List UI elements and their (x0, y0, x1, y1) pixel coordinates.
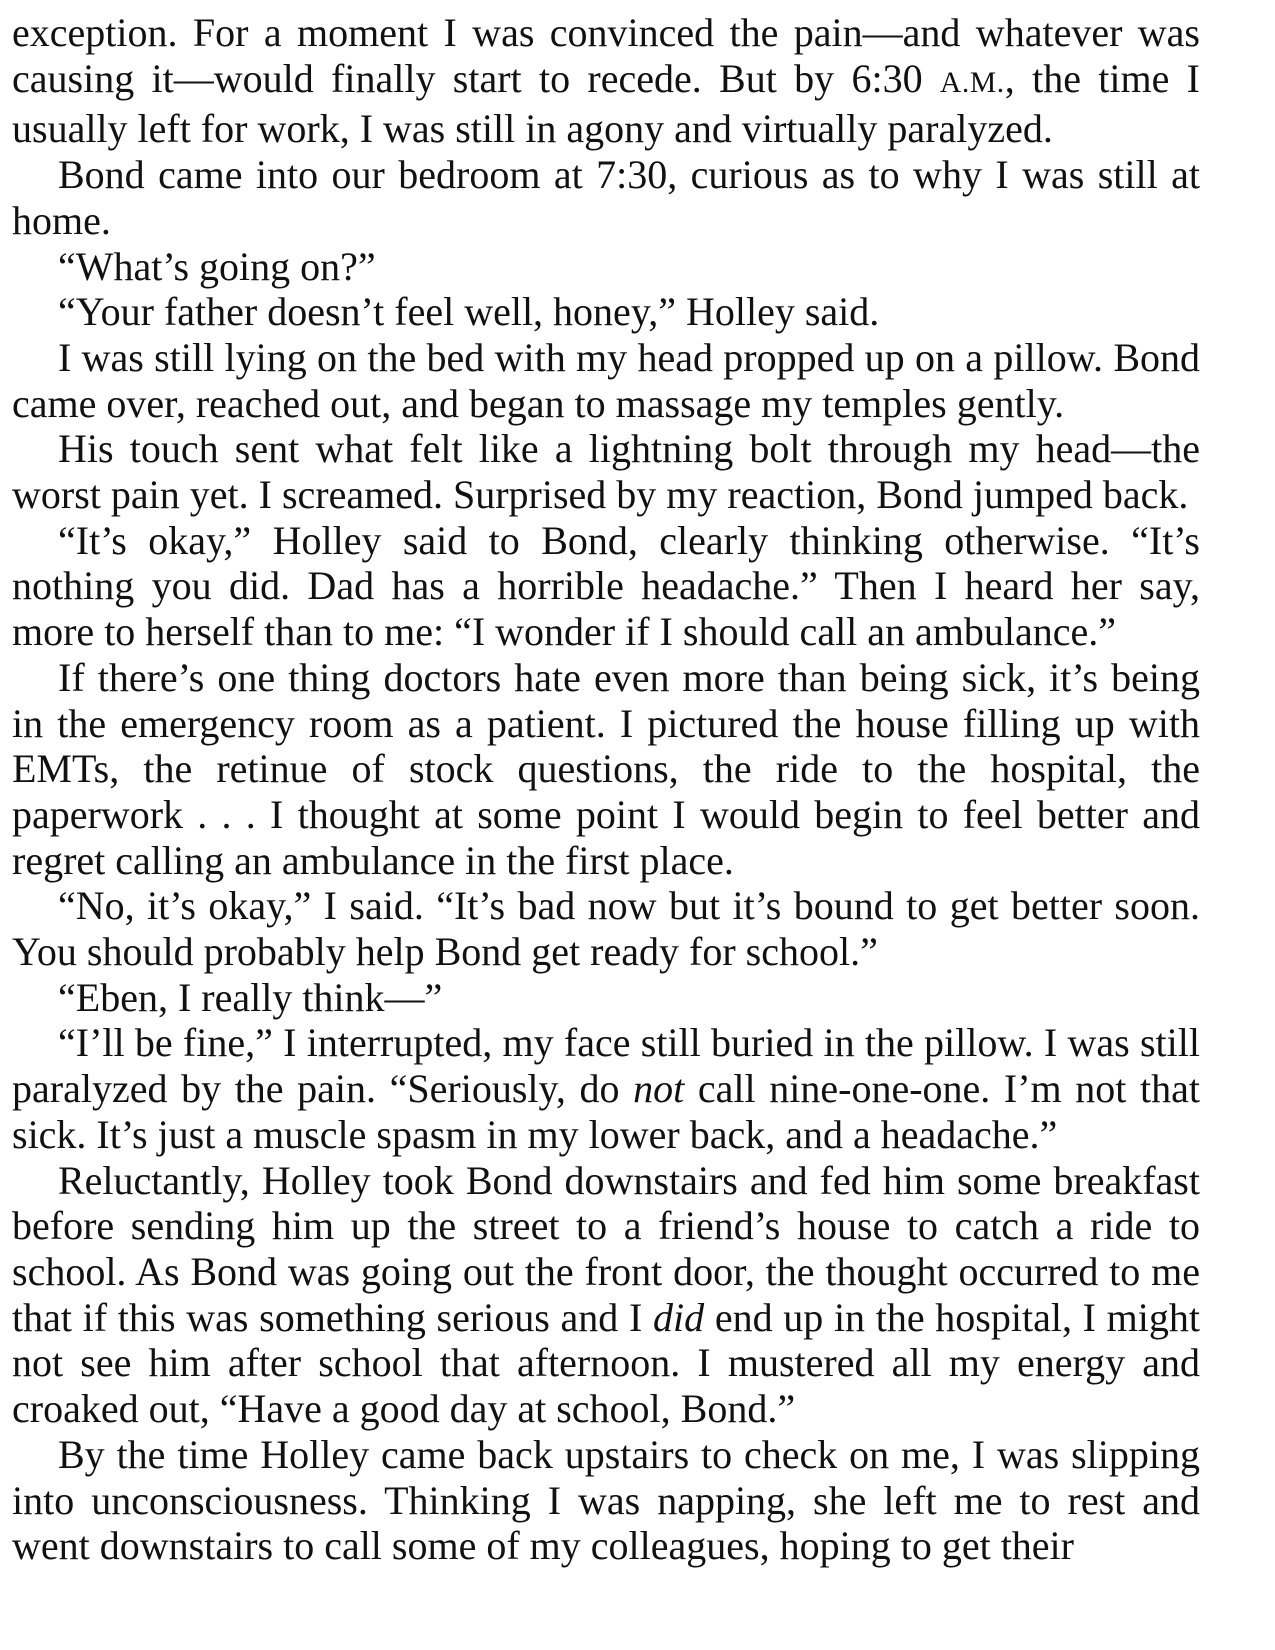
paragraph: I was still lying on the bed with my head propped up on a pillow. Bond came over, reached out, and began to massage my temples gently. (12, 334, 1200, 426)
paragraph: “I’ll be fine,” I interrupted, my face still buried in the pillow. I was still paralyzed by the pain. “Seriously, do not call nine-one-one. I’m not that sick. It’s just a muscle spasm in my lower back, and a headache.” (12, 1020, 1200, 1157)
paragraph: “It’s okay,” Holley said to Bond, clearly thinking otherwise. “It’s nothing you did. Dad has a horrible headache.” Then I heard her say, more to herself than to me: “I wonder if I should call an ambulance.” (12, 517, 1200, 655)
paragraph: “No, it’s okay,” I said. “It’s bad now but it’s bound to get better soon. You should probably help Bond get ready for school.” (12, 883, 1200, 975)
paragraph: Reluctantly, Holley took Bond downstairs and fed him some breakfast before sending him up the street to a friend’s house to catch a ride to school. As Bond was going out the front door, the thought occurred to me that if this was something serious and I did end up in the hospital, I might not see him after school that afternoon. I mustered all my energy and croaked out, “Have a good day at school, Bond.” (12, 1157, 1201, 1432)
paragraph-last: By the time Holley came back upstairs to check on me, I was slipping into unconsciousness. Thinking I was napping, she left me to rest and went downstairs to call some of my colleagues, hoping to get their (12, 1431, 1200, 1569)
book-page (12, 10, 1200, 1569)
paragraph: “What’s going on?” (58, 243, 376, 289)
small-caps-time-suffix: A.M. (939, 66, 1005, 99)
paragraph: Bond came into our bedroom at 7:30, curious as to why I was still at home. (12, 152, 1200, 243)
paragraph: “Eben, I really think—” (58, 974, 443, 1020)
italic-emphasis: not (633, 1066, 685, 1112)
paragraph: If there’s one thing doctors hate even more than being sick, it’s being in the emergency room as a patient. I pictured the house filling up with EMTs, the retinue of stock questions, the ride to the hospital, the paperwork . . . I thought at some point I would begin to feel better and regret calling an ambulance in the first place. (12, 654, 1200, 883)
italic-emphasis: did (653, 1294, 705, 1340)
paragraph-continuation: exception. For a moment I was convinced the pain—and whatever was causing it—would finally start to recede. But by 6:30 A.M., the time I usually left for work, I was still in agony and virtually paralyzed. (12, 10, 1200, 152)
paragraph: His touch sent what felt like a lightning bolt through my head—the worst pain yet. I screamed. Surprised by my reaction, Bond jumped back. (12, 426, 1200, 518)
paragraph: “Your father doesn’t feel well, honey,” Holley said. (58, 289, 880, 335)
